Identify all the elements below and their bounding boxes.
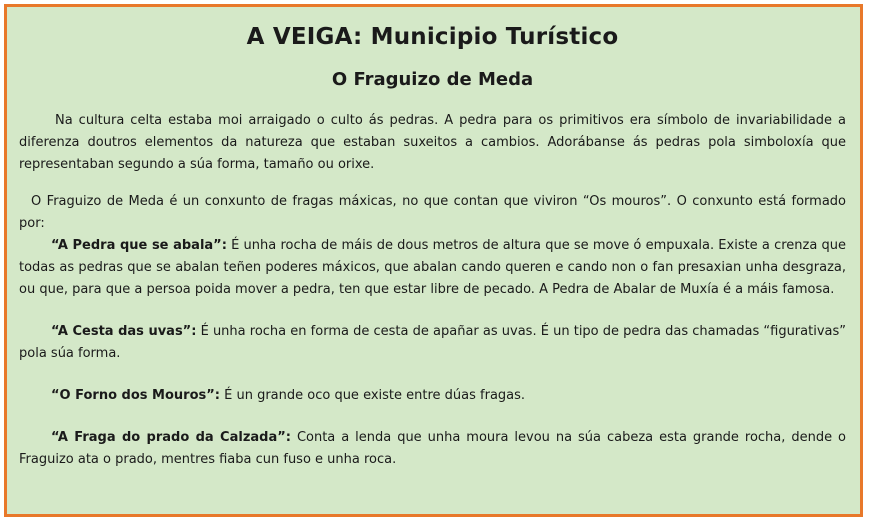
item-name: “O Forno dos Mouros”: xyxy=(51,388,220,403)
item-name: “A Pedra que se abala”: xyxy=(51,238,227,253)
item-text: É unha rocha de máis de dous metros de altura que se move ó empuxala. Existe a crenza que todas as pedras que se abalan teñen poderes máxicos, que abalan cando queren e cando non o fan presaxian unha desgraza, ou que, para que a persoa poida mover a pedra, ten que estar libre de pecado. A Pedra de Abalar de Muxía é a máis famosa. xyxy=(19,238,846,297)
item-cesta-das-uvas xyxy=(19,321,846,365)
item-text: É unha rocha en forma de cesta de apañar as uvas. É un tipo de pedra das chamadas “figurativas” pola súa forma. xyxy=(19,324,846,361)
item-forno-dos-mouros xyxy=(19,385,846,407)
item-name: “A Fraga do prado da Calzada”: xyxy=(51,430,291,445)
item-text: É un grande oco que existe entre dúas fragas. xyxy=(219,388,526,403)
page-subtitle: O Fraguizo de Meda xyxy=(331,69,534,90)
document-content xyxy=(19,21,846,471)
page-title: A VEIGA: Municipio Turístico xyxy=(246,24,619,50)
description-paragraph: O Fraguizo de Meda é un conxunto de fragas máxicas, no que contan que viviron “Os mouros”. O conxunto está formado por: xyxy=(19,194,846,231)
intro-paragraph: Na cultura celta estaba moi arraigado o culto ás pedras. A pedra para os primitivos era símbolo de invariabilidade a diferenza doutros elementos da natureza que estaban suxeitos a cambios. Adorábanse ás pedras pola simboloxía que representaban segundo a súa forma, tamaño ou orixe. xyxy=(19,113,846,172)
item-fraga-do-prado xyxy=(19,427,846,471)
item-pedra-que-se-abala xyxy=(19,235,846,301)
item-text: Conta a lenda que unha moura levou na súa cabeza esta grande rocha, dende o Fraguizo ata o prado, mentres fiaba cun fuso e unha roca. xyxy=(19,430,846,467)
document-frame xyxy=(4,4,863,517)
item-name: “A Cesta das uvas”: xyxy=(51,324,197,339)
